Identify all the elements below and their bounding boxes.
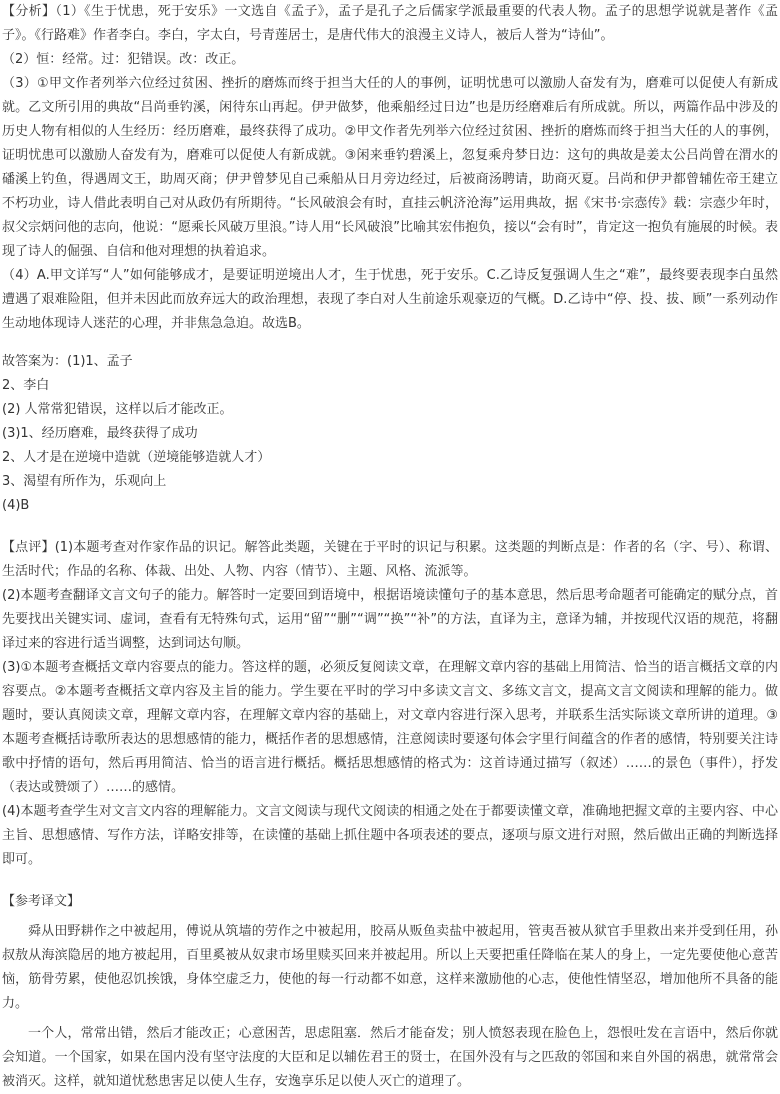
answer-section <box>2 350 778 518</box>
comment-part-3: (3)①本题考查概括文章内容要点的能力。答这样的题，必须反复阅读文章，在理解文章内容的基础上用简洁、恰当的语言概括文章的内容要点。②本题考查概括文章内容及主旨的能力。学生要在平时的学习中多读文言文、多练文言文，提高文言文阅读和理解的能力。做题时，要认真阅读文章，理解文章内容，在理解文章内容的基础上，对文章内容进行深入思考，并联系生活实际谈文章所讲的道理。③本题考查概括诗歌所表达的思想感情的能力，概括作者的思想感情，注意阅读时要逐句体会字里行间蕴含的作者的感情，特别要关注诗歌中抒情的语句，然后再用简洁、恰当的语言进行概括。概括思想感情的格式为：这首诗通过描写（叙述）……的景色（事件），抒发（表达或赞颂了）……的感情。 <box>2 660 778 795</box>
comment-part-1: 【点评】(1)本题考查对作家作品的识记。解答此类题，关键在于平时的识记与积累。这类题的判断点是：作者的名（字、号）、称谓、生活时代；作品的名称、体裁、出处、人物、内容（情节）、主题、风格、流派等。 <box>2 540 778 579</box>
answer-line: (3)1、经历磨难，最终获得了成功 <box>2 426 198 441</box>
translation-paragraph-2: 一个人，常常出错，然后才能改正；心意困苦，思虑阻塞．然后才能奋发；别人愤怒表现在脸色上，怨恨吐发在言语中，然后你就会知道。一个国家，如果在国内没有坚守法度的大臣和足以辅佐君王的贤士，在国外没有与之匹敌的邻国和来自外国的祸患，就常常会被消灭。这样，就知道忧愁患害足以使人生存，安逸享乐足以使人灭亡的道理了。 <box>2 1026 778 1089</box>
answer-line: (4)B <box>2 498 30 513</box>
answer-line: 2、李白 <box>2 378 50 393</box>
translation-heading: 【参考译文】 <box>2 894 81 909</box>
answer-line: (2) 人常常犯错误，这样以后才能改正。 <box>2 402 233 417</box>
answer-line: 故答案为：(1)1、孟子 <box>2 354 133 369</box>
analysis-part-3: （3）①甲文作者列举六位经过贫困、挫折的磨炼而终于担当大任的人的事例，证明忧患可以激励人奋发有为，磨难可以促使人有新成就。乙文所引用的典故“吕尚垂钓溪，闲待东山再起。伊尹做梦，他乘船经过日边”也是历经磨难后有所成就。所以，两篇作品中涉及的历史人物有相似的人生经历：经历磨难，最终获得了成功。②甲文作者先列举六位经过贫困、挫折的磨炼而终于担当大任的人的事例，证明忧患可以激励人奋发有为，磨难可以促使人有新成就。③闲来垂钓碧溪上，忽复乘舟梦日边：这句的典故是姜太公吕尚曾在渭水的磻溪上钓鱼，得遇周文王，助周灭商；伊尹曾梦见自己乘船从日月旁边经过，后被商汤聘请，助商灭夏。吕尚和伊尹都曾辅佐帝王建立不朽功业，诗人借此表明自己对从政仍有所期待。“长风破浪会有时，直挂云帆济沧海”运用典故，据《宋书·宗悫传》载：宗悫少年时，叔父宗炳问他的志向，他说：“愿乘长风破万里浪。”诗人用“长风破浪”比喻其宏伟抱负，接以“会有时”，肯定这一抱负有施展的时候。表现了诗人的倔强、自信和他对理想的执着追求。 <box>2 76 778 259</box>
answer-line: 2、人才是在逆境中造就（逆境能够造就人才） <box>2 450 271 465</box>
answer-line: 3、渴望有所作为，乐观向上 <box>2 474 167 489</box>
translation-paragraph-1: 舜从田野耕作之中被起用，傅说从筑墙的劳作之中被起用，胶鬲从贩鱼卖盐中被起用，管夷吾被从狱官手里救出来并受到任用，孙叔敖从海滨隐居的地方被起用，百里奚被从奴隶市场里赎买回来并被起用。所以上天要把重任降临在某人的身上，一定先要使他心意苦恼，筋骨劳累，使他忍饥挨饿，身体空虚乏力，使他的每一行动都不如意，这样来激励他的心志，使他性情坚忍，增加他所不具备的能力。 <box>2 924 778 1011</box>
analysis-part-2: （2）恒：经常。过：犯错误。改：改正。 <box>2 52 245 67</box>
analysis-part-1: 【分析】（1）《生于忧患，死于安乐》一文选自《孟子》，孟子是孔子之后儒家学派最重要的代表人物。孟子的思想学说就是著作《孟子》。《行路难》作者李白。李白，字太白，号青莲居士，是唐代伟大的浪漫主义诗人，被后人誉为“诗仙”。 <box>2 4 778 43</box>
comment-part-2: (2)本题考查翻译文言文句子的能力。解答时一定要回到语境中，根据语境读懂句子的基本意思，然后思考命题者可能确定的赋分点，首先要找出关键实词、虚词，查看有无特殊句式，运用“留”“删”“调”“换”“补”的方法，直译为主，意译为辅，并按现代汉语的规范，将翻译过来的容进行适当调整，达到词达句顺。 <box>2 588 778 651</box>
comment-part-4: (4)本题考查学生对文言文内容的理解能力。文言文阅读与现代文阅读的相通之处在于都要读懂文章，准确地把握文章的主要内容、中心主旨、思想感情、写作方法，详略安排等，在读懂的基础上抓住题中各项表述的要点，逐项与原文进行对照，然后做出正确的判断选择即可。 <box>2 804 778 867</box>
comment-section <box>2 536 778 872</box>
analysis-part-4: （4）A.甲文详写“人”如何能够成才，是要证明逆境出人才，生于忧患，死于安乐。C.乙诗反复强调人生之“难”，最终要表现李白虽然遭遇了艰难险阻，但并未因此而放弃远大的政治理想，表现了李白对人生前途乐观豪迈的气概。D.乙诗中“停、投、拔、顾”一系列动作生动地体现诗人迷茫的心理，并非焦急急迫。故选B。 <box>2 268 778 331</box>
analysis-section <box>2 0 778 336</box>
translation-section <box>2 890 778 1094</box>
